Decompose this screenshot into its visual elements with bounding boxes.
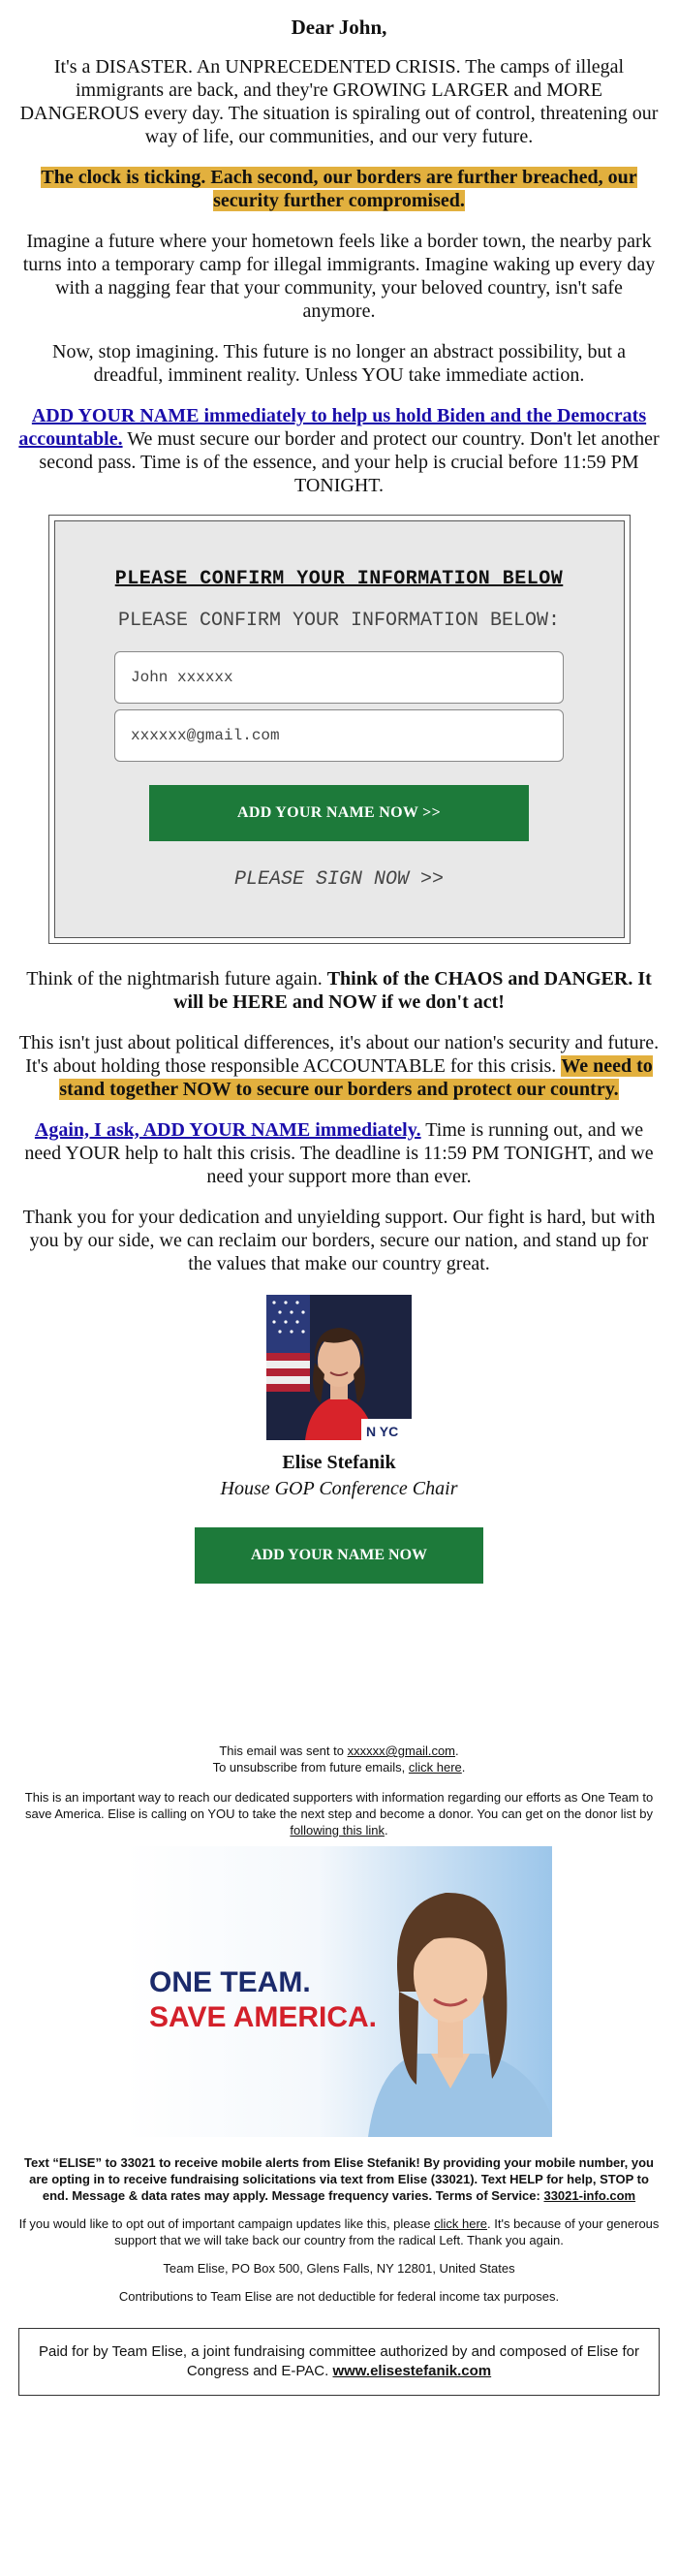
- sent-to-suffix: .: [455, 1744, 459, 1758]
- signature-name: Elise Stefanik: [282, 1452, 396, 1473]
- sms-text: Text “ELISE” to 33021 to receive mobile alerts from Elise Stefanik! By providing your mobile number, you are opting in to receive fundraising solicitations via text from Elise (33021). Text HELP for help, STOP to end. Message & data rates may apply. Message frequency varies. Terms of Service:: [24, 2155, 654, 2203]
- accountable-text: This isn't just about political differences, it's about our nation's security and future. It's about holding those responsible ACCOUNTABLE for this crisis.: [18, 1032, 660, 1077]
- paragraph-clock: [17, 166, 661, 212]
- banner-line-save-america: SAVE AMERICA.: [149, 2001, 378, 2033]
- form-subtitle: PLEASE CONFIRM YOUR INFORMATION BELOW:: [117, 610, 561, 632]
- nightmare-text: Think of the nightmarish future again.: [26, 968, 327, 990]
- svg-text:N YC: N YC: [366, 1424, 399, 1439]
- add-name-text: We must secure our border and protect our country. Don't let another second pass. Time is of the essence, and your help is crucial before 11:59 PM TONIGHT.: [39, 428, 660, 496]
- again-add-name-link[interactable]: Again, I ask, ADD YOUR NAME immediately.: [34, 1119, 421, 1141]
- name-input[interactable]: [114, 651, 564, 704]
- unsubscribe-suffix: .: [461, 1760, 466, 1775]
- again-text: Time is running out, and we need YOUR help to halt this crisis. The deadline is 11:59 PM TONIGHT, and we need your support more than ever.: [24, 1119, 654, 1187]
- unsubscribe-link[interactable]: click here: [408, 1760, 462, 1775]
- optout-link[interactable]: click here: [434, 2216, 488, 2231]
- recipient-email-link[interactable]: xxxxxx@gmail.com: [347, 1744, 456, 1758]
- donor-list-text: This is an important way to reach our dedicated supporters with information regarding our efforts as One Team to save America. Elise is calling on YOU to take the next step and become a donor. You can get on the donor list by: [24, 1790, 654, 1821]
- add-your-name-button[interactable]: ADD YOUR NAME NOW: [195, 1527, 483, 1584]
- banner-line-one-team: ONE TEAM.: [149, 1966, 311, 1998]
- paragraph-again: [17, 1118, 661, 1188]
- optout-paragraph: [17, 2215, 661, 2248]
- confirm-form-panel: [54, 520, 625, 938]
- donor-list-paragraph: [17, 1789, 661, 1838]
- one-team-banner[interactable]: [126, 1846, 552, 2137]
- website-link[interactable]: www.elisestefanik.com: [332, 2363, 492, 2379]
- paragraph-nightmare: [17, 967, 661, 1014]
- paid-for-box: [18, 2328, 660, 2396]
- confirm-form: [48, 515, 631, 944]
- sent-to-prefix: This email was sent to: [219, 1744, 348, 1758]
- paragraph-disaster: It's a DISASTER. An UNPRECEDENTED CRISIS. The camps of illegal immigrants are back, and they're GROWING LARGER and MORE DANGEROUS every day. The situation is spiraling out of control, threatening our way of life, our communities, and our very future.: [19, 56, 659, 147]
- signature-title: House GOP Conference Chair: [220, 1478, 458, 1499]
- paragraph-add-name: [17, 404, 661, 497]
- highlight-stand-together: We need to stand together NOW to secure our borders and protect our country.: [59, 1055, 653, 1100]
- sms-paragraph: [17, 2154, 661, 2204]
- greeting: Dear John,: [291, 16, 387, 39]
- paragraph-accountable: [17, 1031, 661, 1101]
- form-title: PLEASE CONFIRM YOUR INFORMATION BELOW: [114, 568, 564, 590]
- tax-disclaimer: Contributions to Team Elise are not deductible for federal income tax purposes.: [118, 2289, 560, 2304]
- paid-for-text: Paid for by Team Elise, a joint fundraising committee authorized by and composed of Elise for Congress and E-PAC.: [38, 2343, 640, 2379]
- elise-stefanik-photo: [266, 1295, 412, 1440]
- optout-prefix: If you would like to opt out of important campaign updates like this, please: [18, 2216, 435, 2231]
- optout-suffix: . It's because of your generous support that we will take back our country from the radical Left. Thank you again.: [114, 2216, 660, 2247]
- form-submit-button[interactable]: ADD YOUR NAME NOW >>: [149, 785, 529, 841]
- sent-to-line: [17, 1743, 661, 1759]
- email-input[interactable]: [114, 709, 564, 762]
- unsubscribe-prefix: To unsubscribe from future emails,: [212, 1760, 409, 1775]
- highlight-clock: The clock is ticking. Each second, our borders are further breached, our security further compromised.: [41, 167, 637, 211]
- paragraph-stop-imagining: Now, stop imagining. This future is no longer an abstract possibility, but a dreadful, imminent reality. Unless YOU take immediate action.: [52, 341, 626, 386]
- sign-now-link[interactable]: PLEASE SIGN NOW >>: [233, 868, 445, 891]
- donor-list-suffix: .: [384, 1823, 388, 1838]
- footer: [17, 1743, 661, 2305]
- donor-list-link[interactable]: following this link: [290, 1823, 385, 1838]
- paragraph-imagine: Imagine a future where your hometown feels like a border town, the nearby park turns into a temporary camp for illegal immigrants. Imagine waking up every day with a nagging fear that your community, your beloved country, isn't safe anymore.: [22, 231, 656, 322]
- mailing-address: Team Elise, PO Box 500, Glens Falls, NY 12801, United States: [163, 2261, 515, 2276]
- nightmare-bold: Think of the CHAOS and DANGER. It will be HERE and NOW if we don't act!: [173, 968, 652, 1013]
- paragraph-thank-you: Thank you for your dedication and unyielding support. Our fight is hard, but with you by our side, we can reclaim our borders, secure our nation, and stand up for the values that make our country great.: [22, 1207, 656, 1274]
- terms-link[interactable]: 33021-info.com: [543, 2188, 636, 2203]
- unsubscribe-line: [17, 1759, 661, 1775]
- email-body: [17, 0, 661, 2396]
- add-name-link[interactable]: ADD YOUR NAME immediately to help us hold Biden and the Democrats accountable.: [18, 405, 647, 450]
